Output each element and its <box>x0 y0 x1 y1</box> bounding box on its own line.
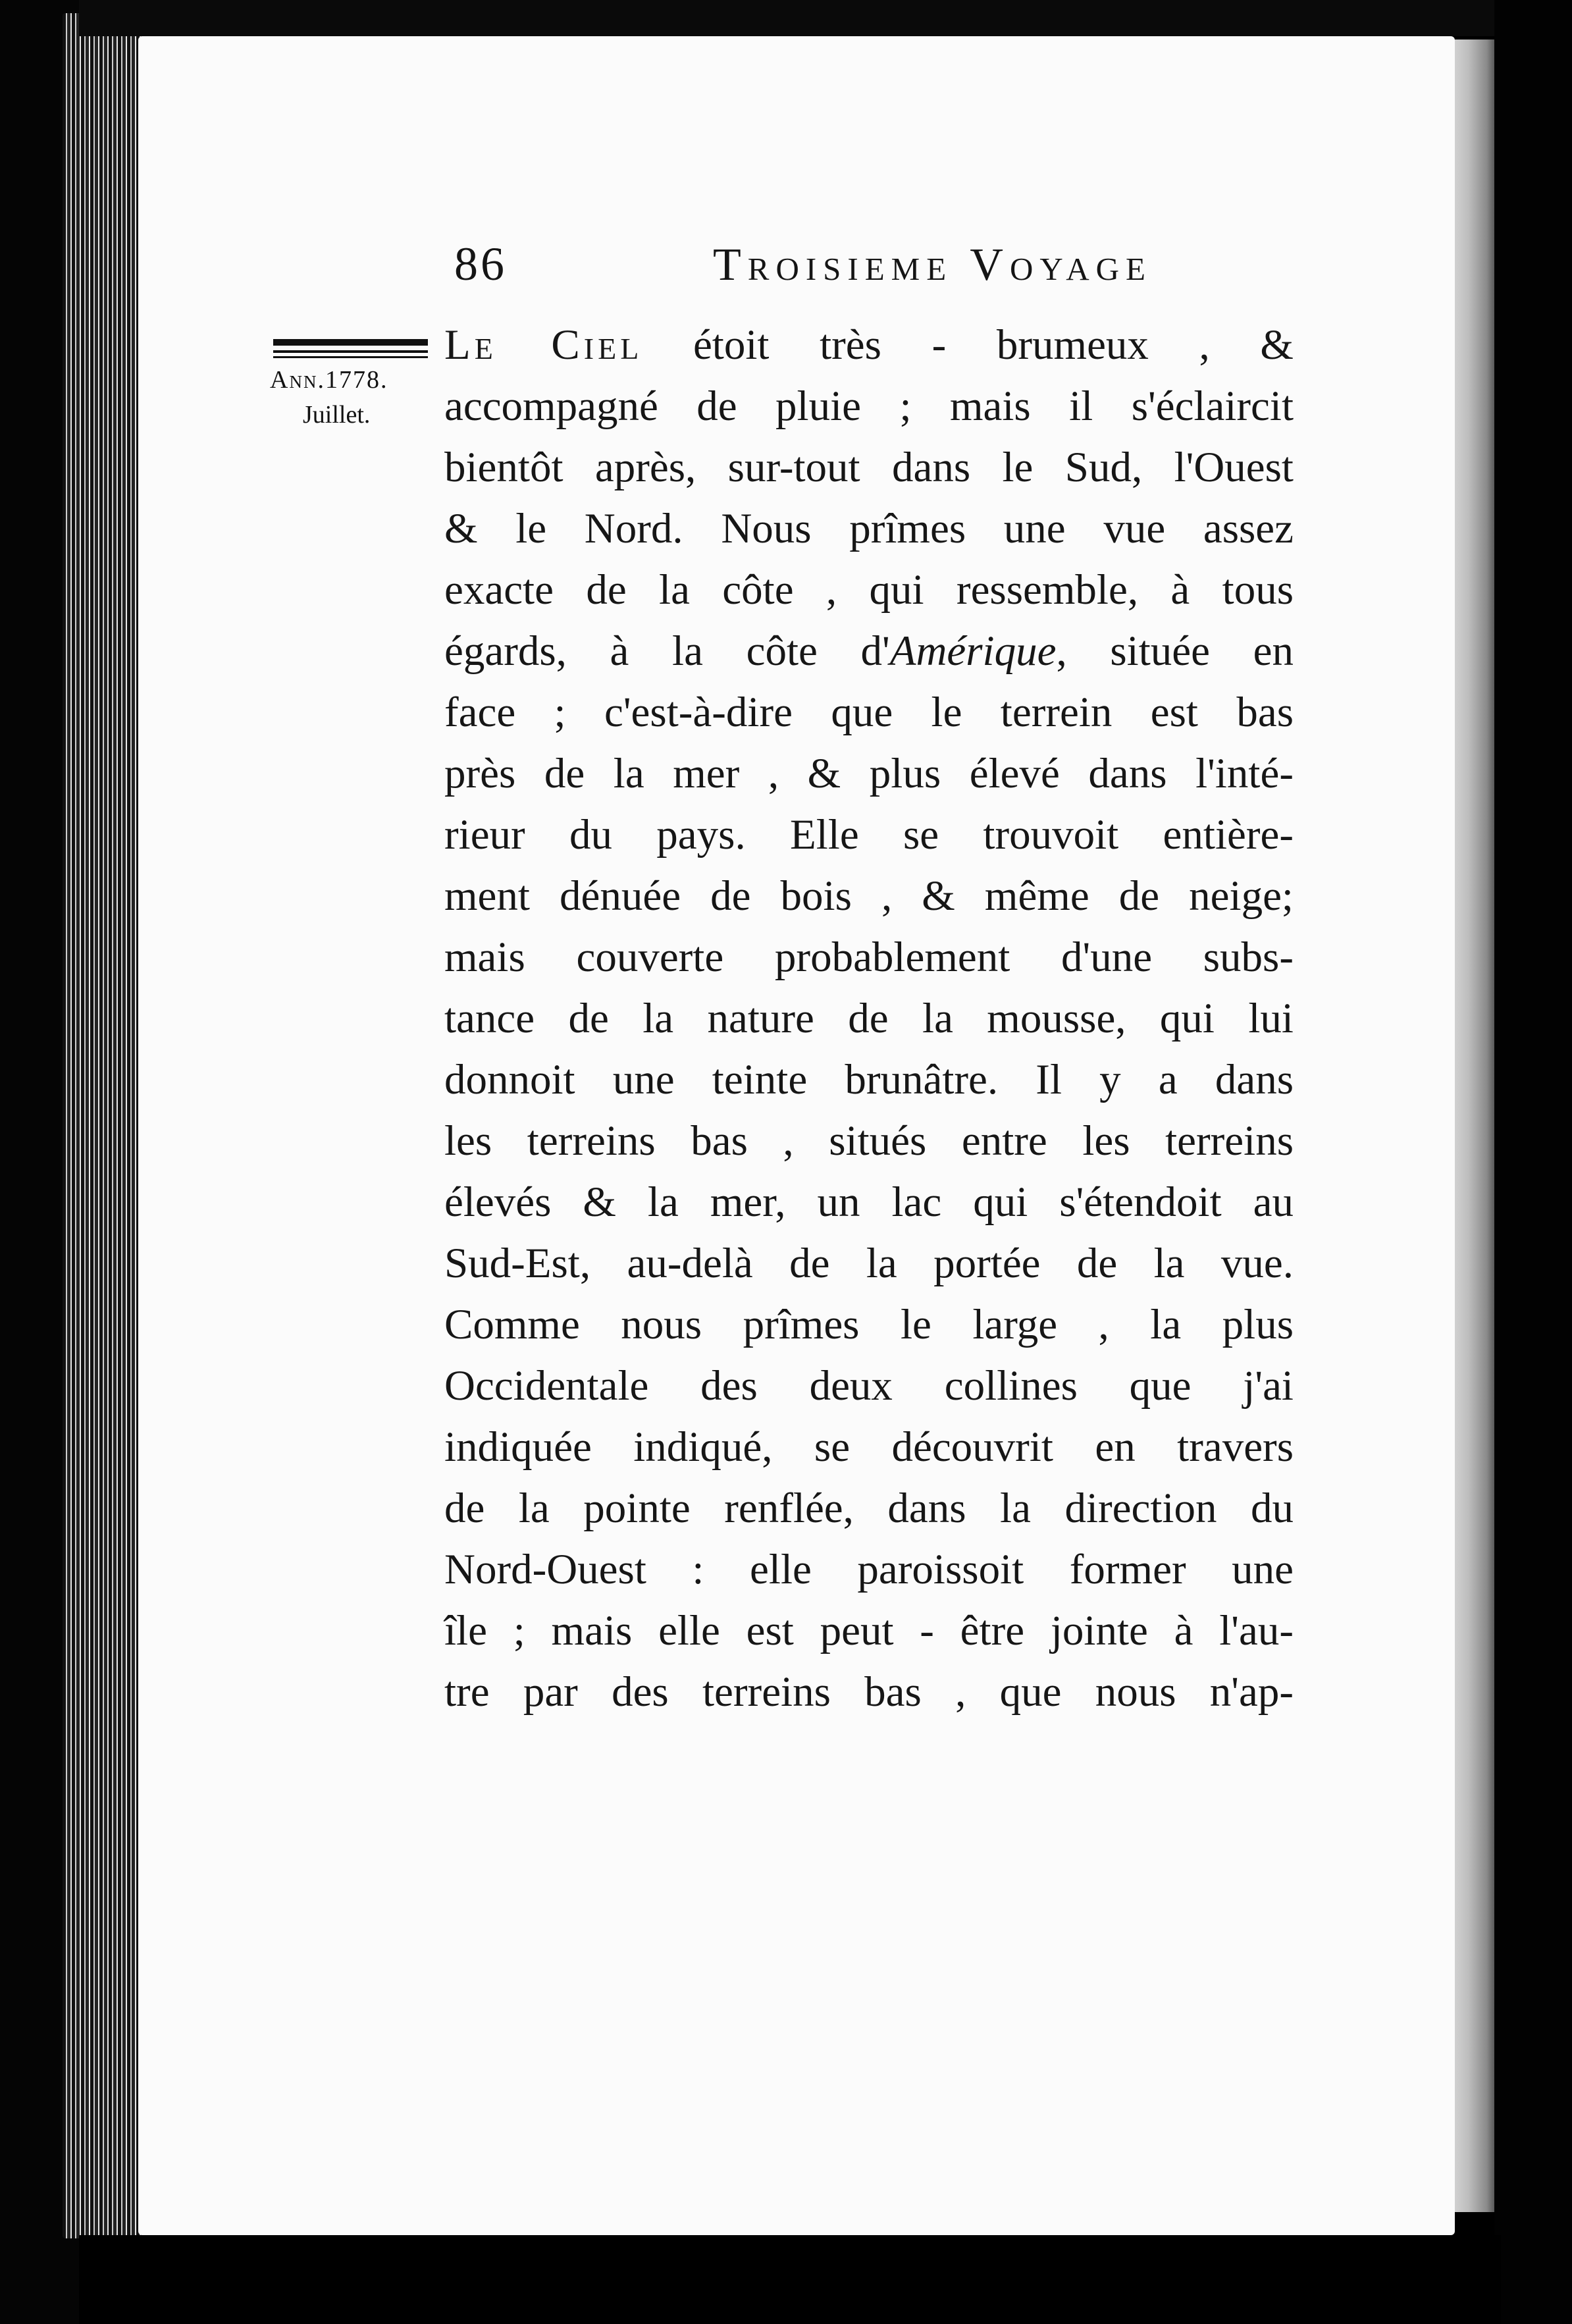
text-line: face ; c'est-à-dire que le terrein est bas <box>444 689 1294 736</box>
text-line: donnoit une teinte brunâtre. Il y a dans <box>444 1056 1294 1103</box>
margin-rule <box>273 350 428 353</box>
text-line: les terreins bas , situés entre les terreins <box>444 1117 1294 1165</box>
scan-bottom-border <box>79 2235 1501 2324</box>
text-line: ment dénuée de bois , & même de neige; <box>444 872 1294 920</box>
scan-top-border <box>79 0 1494 36</box>
body-text <box>444 315 1294 1723</box>
text-line: Comme nous prîmes le large , la plus <box>444 1301 1294 1348</box>
text-line: tre par des terreins bas , que nous n'ap- <box>444 1668 1294 1716</box>
margin-note-month: Juillet. <box>303 401 371 429</box>
scan-right-border <box>1494 0 1572 2324</box>
text-line: Le Ciel étoit très - brumeux , & <box>444 321 1294 369</box>
lead-words: Le Ciel <box>444 321 643 369</box>
text-line: près de la mer , & plus élevé dans l'inté- <box>444 750 1294 797</box>
text-line: exacte de la côte , qui ressemble, à tous <box>444 566 1294 614</box>
text-line: tance de la nature de la mousse, qui lui <box>444 995 1294 1042</box>
text-line: bientôt après, sur-tout dans le Sud, l'Ouest <box>444 444 1294 491</box>
text-line: égards, à la côte d'Amérique, située en <box>444 627 1294 675</box>
text-line: rieur du pays. Elle se trouvoit entière- <box>444 811 1294 858</box>
running-title: Troisieme Voyage <box>713 240 1152 290</box>
text-line: & le Nord. Nous prîmes une vue assez <box>444 505 1294 552</box>
page-edges-left <box>63 13 148 2238</box>
running-head <box>454 237 1152 309</box>
margin-rule <box>273 356 428 358</box>
text-line: accompagné de pluie ; mais il s'éclaircit <box>444 383 1294 430</box>
text-line: Nord-Ouest : elle paroissoit former une <box>444 1546 1294 1593</box>
margin-note-year: Ann.1778. <box>270 366 388 394</box>
text-line: indiquée indiqué, se découvrit en travers <box>444 1423 1294 1471</box>
margin-rule <box>273 339 428 346</box>
italic-place-name: Amérique <box>889 627 1057 675</box>
text-line: île ; mais elle est peut - être jointe à l'au- <box>444 1607 1294 1654</box>
text-line: Occidentale des deux collines que j'ai <box>444 1362 1294 1410</box>
text-line: de la pointe renflée, dans la direction du <box>444 1485 1294 1532</box>
text-line: mais couverte probablement d'une subs- <box>444 934 1294 981</box>
text-line: élevés & la mer, un lac qui s'étendoit au <box>444 1178 1294 1226</box>
text-line: Sud-Est, au-delà de la portée de la vue. <box>444 1240 1294 1287</box>
page-number: 86 <box>454 238 507 290</box>
